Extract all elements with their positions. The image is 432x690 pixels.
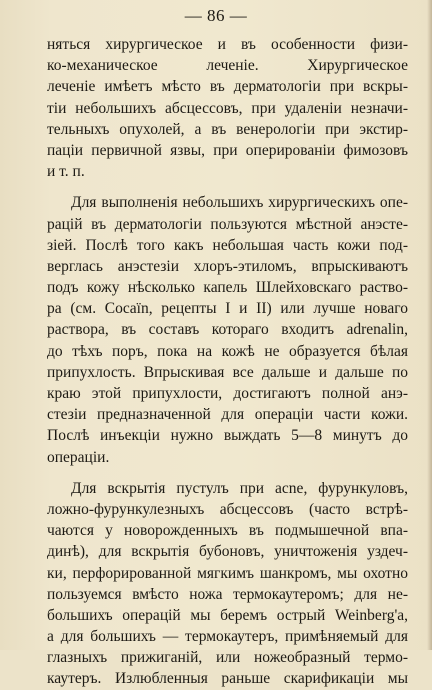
text-line: няться хирургическое и въ особенности физи- (47, 36, 408, 53)
text-line: верглась анэстезіи хлоръ-этиломъ, впрыскиваютъ (47, 257, 408, 275)
text-line: каутеръ. Излюбленныя раньше скарификаціи мы (47, 670, 408, 688)
page-edge-shadow (427, 0, 432, 650)
text-line: стезіи предназначенной для операціи части кожи. (47, 406, 408, 424)
text-line: ки, перфорированной мягкимъ шанкромъ, мы охотно (47, 564, 408, 582)
text-line: глазныхъ прижиганій, или ножеобразный термо- (47, 649, 408, 667)
text-line: Для выполненія небольшихъ хирургическихъ опе- (71, 194, 408, 212)
text-line: ко-механическое леченіе. Хирургическое (47, 57, 408, 75)
text-line: динѣ), для вскрытія бубоновъ, уничтоженія уздеч- (47, 543, 408, 561)
page-number: — 86 — (184, 6, 248, 25)
text-line: тельныхъ опухолей, а въ венерологіи при экстир- (47, 120, 408, 138)
text-line: пользуемся вмѣсто ножа термокаутеромъ; для не- (47, 585, 408, 603)
text-line: припухлость. Впрыскивая все дальше и дальше по (47, 363, 408, 381)
text-line: чаются у новорожденныхъ въ подмышечной впа- (47, 522, 408, 540)
text-line: операціи. (47, 448, 110, 466)
text-line: зіей. Послѣ того какъ небольшая часть кожи под- (47, 236, 408, 254)
text-line: рацій въ дерматологіи пользуются мѣстной анэсте- (47, 215, 408, 233)
text-line: паціи первичной язвы, при оперированіи фимозовъ (47, 141, 408, 159)
text-line: ра (см. Cocaïn, рецепты I и II) или лучше новаго (47, 300, 408, 318)
text-line: Для вскрытія пустулъ при acne, фурункуловъ, (71, 479, 408, 497)
text-line: ложно-фурункулезныхъ абсцессовъ (часто встрѣ- (47, 500, 408, 518)
paragraph-gap (47, 468, 408, 478)
text-line: и т. п. (47, 163, 85, 181)
text-line: большихъ операцій мы беремъ острый Weinberg'a, (47, 606, 408, 624)
text-line: подъ кожу нѣсколько капель Шлейховскаго раство- (47, 279, 408, 297)
text-line: тіи небольшихъ абсцессовъ, при удаленіи незначи- (47, 99, 408, 117)
text-line: раствора, въ составъ котораго входитъ adrenalin, (47, 321, 408, 339)
text-line: до тѣхъ поръ, пока на кожѣ не образуется бѣлая (47, 342, 408, 360)
text-line: Послѣ инъекціи нужно выждать 5—8 минутъ до (47, 427, 408, 445)
text-line: а для большихъ — термокаутеръ, примѣняемый для (47, 628, 408, 646)
paragraph-gap (47, 182, 408, 192)
body-text (47, 34, 408, 690)
text-line: краю этой припухлости, достигаютъ полной анэ- (47, 385, 408, 402)
text-line: леченіе имѣетъ мѣсто въ дерматологіи при вскры- (47, 78, 408, 96)
